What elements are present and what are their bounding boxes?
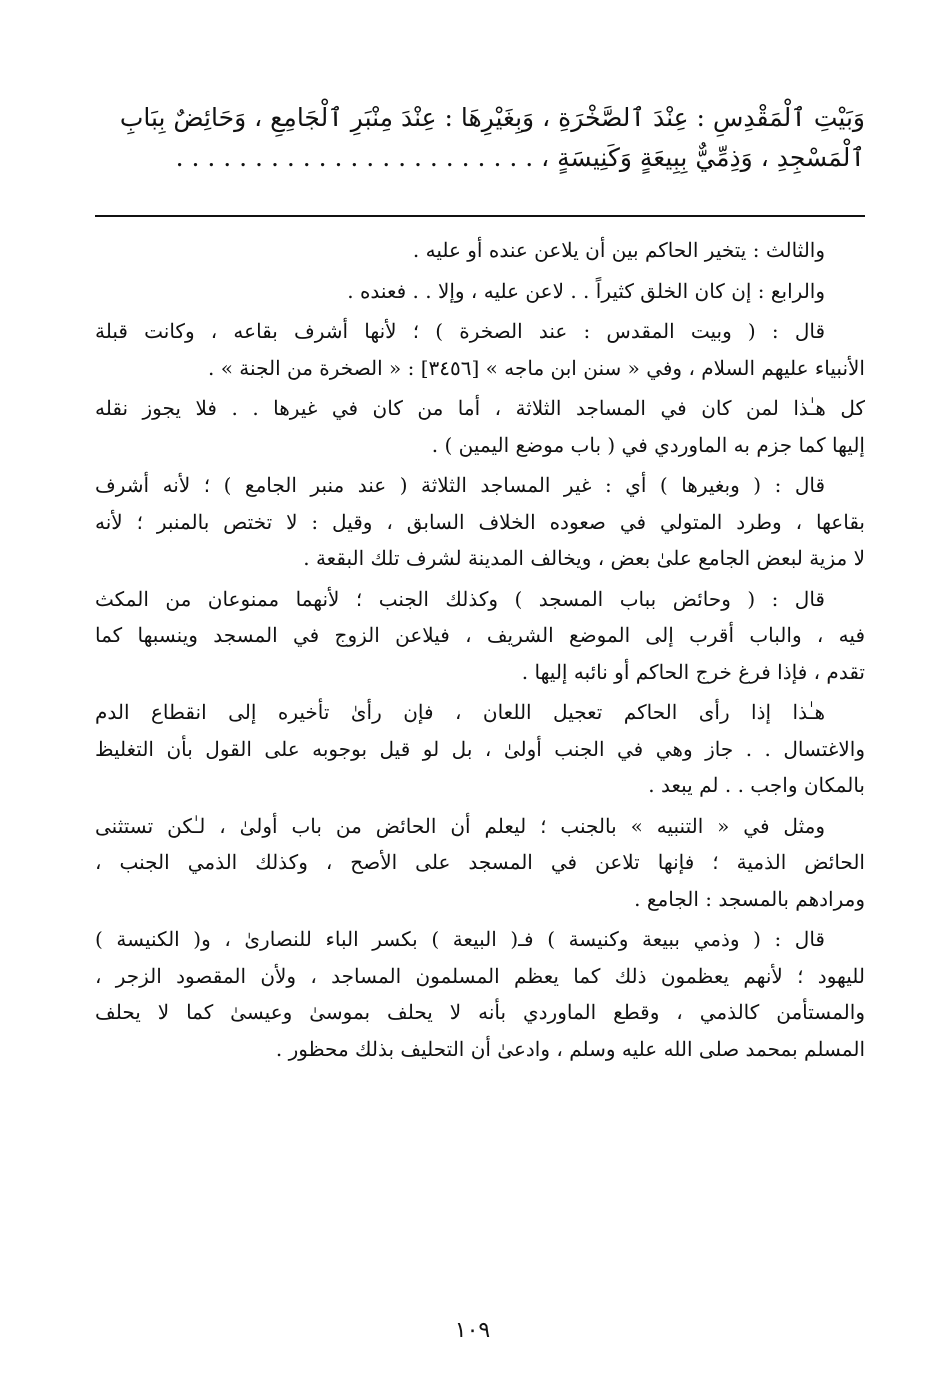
text-line: فيه ، والباب أقرب إلى الموضع الشريف ، فيلاعن الزوج في المسجد وينسبها كما xyxy=(95,623,865,647)
commentary-block xyxy=(95,232,865,1071)
text-line: قال : ( وحائض بباب المسجد ) وكذلك الجنب ؛ لأنهما ممنوعان من المكث xyxy=(95,586,825,611)
text-line: هـٰذا إذا رأى الحاكم تعجيل اللعان ، فإن رأىٰ تأخيره إلى انقطاع الدم xyxy=(95,700,825,724)
text-line: المسلم بمحمد صلى الله عليه وسلم ، وادعىٰ أن التحليف بذلك محظور . xyxy=(275,1036,865,1061)
text-line: قال : ( وبيت المقدس : عند الصخرة ) ؛ لأنها أشرف بقاعه ، وكانت قبلة xyxy=(95,319,825,343)
commentary-paragraph xyxy=(95,808,865,918)
text-line: بالمكان واجب . . لم يبعد . xyxy=(648,773,865,797)
matn-line: وَبَيْتِ ٱلْمَقْدِسِ : عِنْدَ ٱلصَّخْرَةِ ، وَبِغَيْرِهَا : عِنْدَ مِنْبَرِ ٱلْجَامِعِ ، وَحَائِضٌ بِبَابِ xyxy=(119,103,865,132)
commentary-paragraph xyxy=(95,467,865,577)
commentary-paragraph xyxy=(95,232,865,269)
matn-text xyxy=(95,98,865,178)
commentary-paragraph xyxy=(95,694,865,804)
separator-rule xyxy=(95,215,865,217)
text-line: بقاعها ، وطرد المتولي في صعوده الخلاف السابق ، وقيل : لا تختص بالمنبر ؛ لأنه xyxy=(95,509,865,534)
page-number: ١٠٩ xyxy=(454,1318,491,1343)
text-line: إليها كما جزم به الماوردي في ( باب موضع اليمين ) . xyxy=(431,432,865,457)
commentary-paragraph xyxy=(95,581,865,691)
text-line: تقدم ، فإذا فرغ خرج الحاكم أو نائبه إليها . xyxy=(521,659,865,684)
text-line: ومثل في « التنبيه » بالجنب ؛ ليعلم أن الحائض من باب أولىٰ ، لـٰكن تستثنى xyxy=(95,813,825,838)
text-line: الحائض الذمية ؛ فإنها تلاعن في المسجد على الأصح ، وكذلك الذمي الجنب ، xyxy=(95,850,865,874)
text-line: والرابع : إن كان الخلق كثيراً . . لاعن عليه ، وإلا . . فعنده . xyxy=(347,278,825,303)
matn-line: ٱلْمَسْجِدِ ، وَذِمِّيٌّ بِبِيعَةٍ وَكَنِيسَةٍ ، . . . . . . . . . . . . . . . . . . . . . . . xyxy=(175,143,865,172)
text-line: والثالث : يتخير الحاكم بين أن يلاعن عنده أو عليه . xyxy=(412,238,825,262)
text-line: الأنبياء عليهم السلام ، وفي « سنن ابن ماجه » [٣٤٥٦] : « الصخرة من الجنة » . xyxy=(208,355,865,380)
commentary-paragraph xyxy=(95,313,865,386)
commentary-paragraph xyxy=(95,273,865,310)
commentary-paragraph xyxy=(95,390,865,463)
text-line: لا مزية لبعض الجامع علىٰ بعض ، ويخالف المدينة لشرف تلك البقعة . xyxy=(303,546,865,570)
text-line: قال : ( وذمي ببيعة وكنيسة ) فـ( البيعة ) بكسر الباء للنصارىٰ ، و( الكنيسة ) xyxy=(95,927,825,951)
text-line: والمستأمن كالذمي ، وقطع الماوردي بأنه لا يحلف بموسىٰ وعيسىٰ كما لا يحلف xyxy=(95,1000,865,1024)
text-line: لليهود ؛ لأنهم يعظمون ذلك كما يعظم المسلمون المساجد ، ولأن المقصود الزجر ، xyxy=(95,963,865,988)
text-line: قال : ( وبغيرها ) أي : غير المساجد الثلاثة ( عند منبر الجامع ) ؛ لأنه أشرف xyxy=(95,473,825,497)
matn-block xyxy=(95,98,865,178)
commentary-paragraph xyxy=(95,921,865,1067)
text-line: والاغتسال . . جاز وهي في الجنب أولىٰ ، بل لو قيل بوجوبه على القول بأن التغليظ xyxy=(95,736,865,761)
text-line: ومرادهم بالمسجد : الجامع . xyxy=(634,886,865,911)
text-line: كل هـٰذا لمن كان في المساجد الثلاثة ، أما من كان في غيرها . . فلا يجوز نقله xyxy=(95,396,865,420)
